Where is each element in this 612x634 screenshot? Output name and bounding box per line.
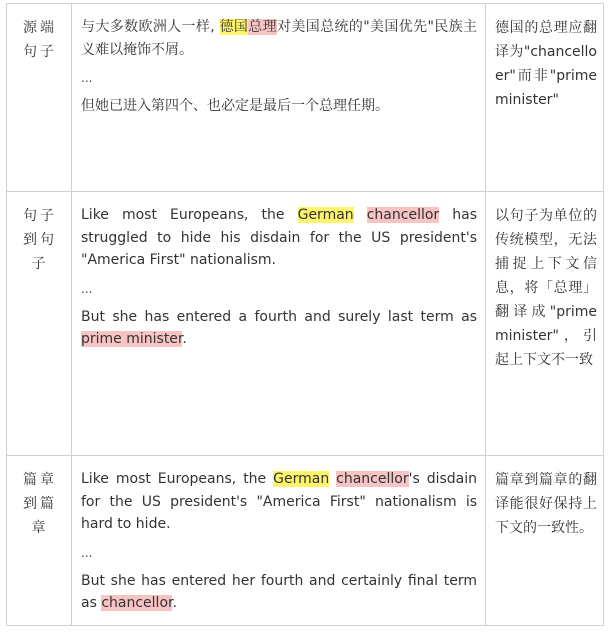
example-cell [72, 192, 486, 455]
sentence [81, 468, 477, 536]
text-segment: has struggled to hide his disdain for the US president's "America First" nationalism. [81, 207, 477, 268]
row-label: 源端句子 [23, 20, 57, 60]
highlight-pink: prime minister [81, 331, 183, 347]
note-cell [486, 456, 603, 625]
highlight-pink: 总理 [248, 19, 278, 35]
text-segment: 's disdain for the US president's "America First" nationalism is hard to hide. [81, 471, 477, 532]
text-segment: Like most Europeans, the [81, 471, 274, 487]
text-segment: . [172, 595, 177, 611]
example-text [81, 468, 477, 615]
sentence [81, 95, 477, 118]
text-segment: . [182, 331, 187, 347]
row-note: 以句子为单位的传统模型，无法捕捉上下文信息，将「总理」翻译成"prime minister"，引起上下文不一致 [495, 208, 597, 368]
highlight-yellow: 德国 [219, 19, 249, 35]
example-text [81, 204, 477, 351]
example-cell [72, 456, 486, 625]
row-note: 德国的总理应翻译为"chancelloer"而非"prime minister" [495, 20, 597, 108]
ellipsis-text: ... [81, 71, 93, 85]
text-segment: 但她已进入第四个、也必定是最后一个总理任期。 [81, 98, 389, 114]
comparison-table [6, 3, 604, 626]
row-label-cell [7, 4, 72, 191]
sentence [81, 204, 477, 272]
text-segment: Like most Europeans, the [81, 207, 298, 223]
text-segment: But she has entered her fourth and certainly final term as [81, 572, 477, 611]
sentence [81, 306, 477, 351]
highlight-pink: chancellor [366, 207, 440, 223]
table-row [7, 192, 603, 456]
row-label: 篇章到篇章 [23, 472, 57, 536]
ellipsis-text: ... [81, 281, 93, 296]
highlight-yellow: German [273, 471, 330, 487]
sentence [81, 16, 477, 61]
text-segment [354, 207, 367, 223]
note-cell [486, 4, 603, 191]
table-row [7, 4, 603, 192]
example-text [81, 16, 477, 118]
sentence [81, 570, 477, 615]
row-label-cell [7, 192, 72, 455]
note-cell [486, 192, 603, 455]
text-segment: 对美国总统的"美国优先"民族主义难以掩饰不屑。 [81, 19, 477, 58]
highlight-yellow: German [297, 207, 354, 223]
table-row [7, 456, 603, 625]
row-label-cell [7, 456, 72, 625]
row-label: 句子到句子 [23, 208, 57, 272]
row-note: 篇章到篇章的翻译能很好保持上下文的一致性。 [495, 472, 597, 536]
text-segment: 与大多数欧洲人一样, [81, 19, 220, 35]
text-segment: But she has entered a fourth and surely last term as [81, 308, 477, 325]
ellipsis-text: ... [81, 545, 93, 560]
highlight-pink: chancellor [336, 471, 409, 487]
example-cell [72, 4, 486, 191]
highlight-pink: chancellor [101, 595, 173, 611]
